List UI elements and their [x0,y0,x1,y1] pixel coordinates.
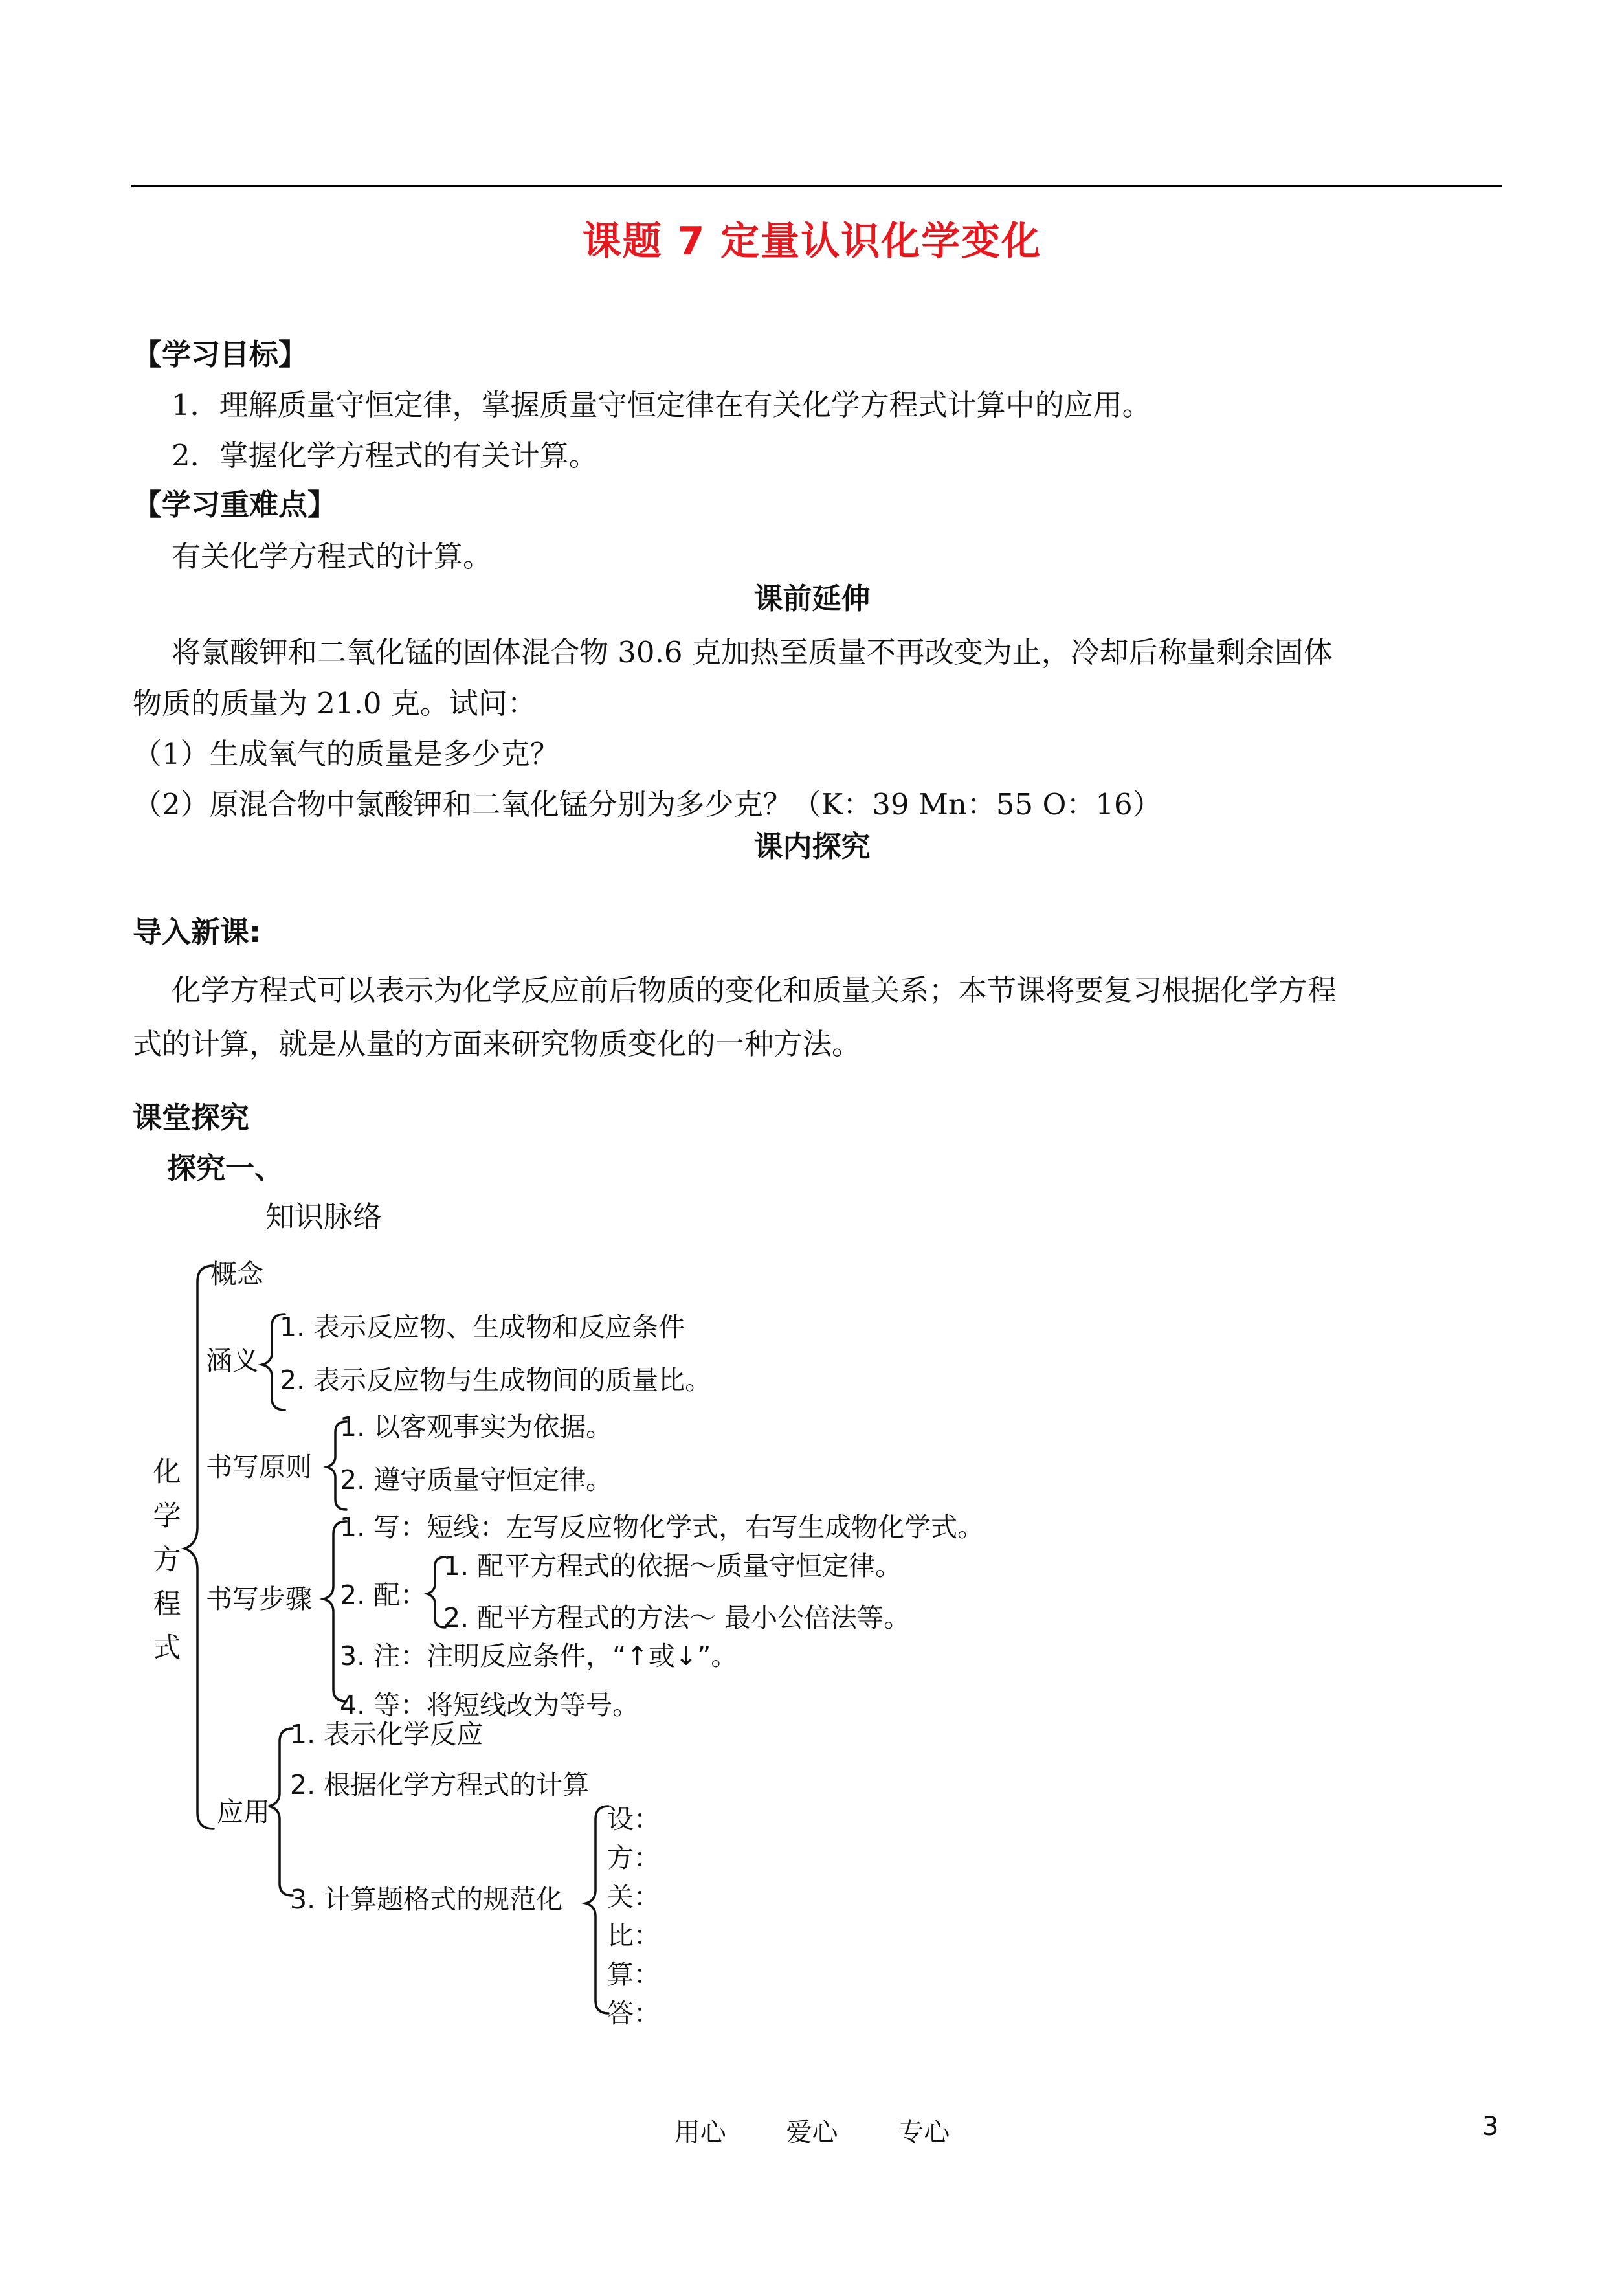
page-number: 3 [1482,2112,1499,2142]
diagram-meaning: 涵义 [206,1345,259,1376]
diagram-format-item: 关： [607,1881,660,1912]
question-1: （1）生成氧气的质量是多少克？ [133,737,559,771]
diagram-format-item: 比： [607,1920,660,1951]
diagram-app-item: 1. 表示化学反应 [290,1719,484,1750]
diagram-principle-item: 2. 遵守质量守恒定律。 [340,1464,613,1495]
diagram-format-item: 方： [607,1842,660,1874]
keypoints-text: 有关化学方程式的计算。 [172,539,493,574]
page-title: 课题 7 定量认识化学变化 [582,219,1042,264]
footer-item: 爱心 [786,2118,838,2147]
explore-1-heading: 探究一、 [167,1151,284,1185]
footer-item: 用心 [674,2118,726,2147]
diagram-format-item: 设： [607,1804,660,1835]
diagram-principle: 书写原则 [206,1451,312,1482]
preclass-heading: 课前延伸 [753,581,871,616]
diagram-step-1: 1. 写：短线：左写反应物化学式，右写生成物化学式。 [340,1512,984,1543]
diagram-step-2-item: 1. 配平方程式的依据～质量守恒定律。 [443,1550,902,1582]
diagram-concept: 概念 [210,1258,263,1290]
preclass-paragraph-line: 物质的质量为 21.0 克。试问： [133,686,537,721]
diagram-step-2-item: 2. 配平方程式的方法～ 最小公倍法等。 [443,1602,911,1633]
diagram-step-3: 3. 注：注明反应条件，“↑或↓”。 [340,1640,738,1672]
objective-item: 1．理解质量守恒定律，掌握质量守恒定律在有关化学方程式计算中的应用。 [172,388,1151,422]
diagram-step-4: 4. 等：将短线改为等号。 [340,1690,640,1721]
diagram-format-item: 算： [607,1959,660,1990]
knowledge-label: 知识脉络 [265,1200,383,1234]
preclass-paragraph-line: 将氯酸钾和二氧化锰的固体混合物 30.6 克加热至质量不再改变为止，冷却后称量剩余固体 [172,635,1333,669]
intro-paragraph-line: 式的计算，就是从量的方面来研究物质变化的一种方法。 [133,1027,862,1061]
diagram-step-2: 2. 配： [340,1580,427,1611]
explore-heading: 课堂探究 [133,1101,250,1135]
objectives-heading: 【学习目标】 [133,337,308,372]
footer [0,2112,1624,2149]
question-2: （2）原混合物中氯酸钾和二氧化锰分别为多少克？（K：39 Mn：55 O：16） [133,787,1162,822]
diagram-principle-item: 1. 以客观事实为依据。 [340,1411,613,1442]
intro-heading: 导入新课: [133,915,261,949]
intro-paragraph-line: 化学方程式可以表示为化学反应前后物质的变化和质量关系；本节课将要复习根据化学方程 [172,973,1337,1007]
diagram-meaning-item: 2. 表示反应物与生成物间的质量比。 [280,1365,712,1396]
keypoints-heading: 【学习重难点】 [133,487,337,522]
diagram-steps: 书写步骤 [206,1583,312,1615]
diagram-app-item: 2. 根据化学方程式的计算 [290,1769,590,1800]
diagram-meaning-item: 1. 表示反应物、生成物和反应条件 [280,1312,685,1343]
header-rule [131,185,1502,187]
diagram-app-item: 3. 计算题格式的规范化 [290,1884,563,1915]
inclass-heading: 课内探究 [753,829,871,864]
objective-item: 2．掌握化学方程式的有关计算。 [172,438,598,473]
footer-item: 专心 [898,2118,950,2147]
diagram-application: 应用 [217,1796,270,1828]
diagram-root: 化学方程式 [153,1456,181,1664]
diagram-format-item: 答： [607,1998,660,2029]
